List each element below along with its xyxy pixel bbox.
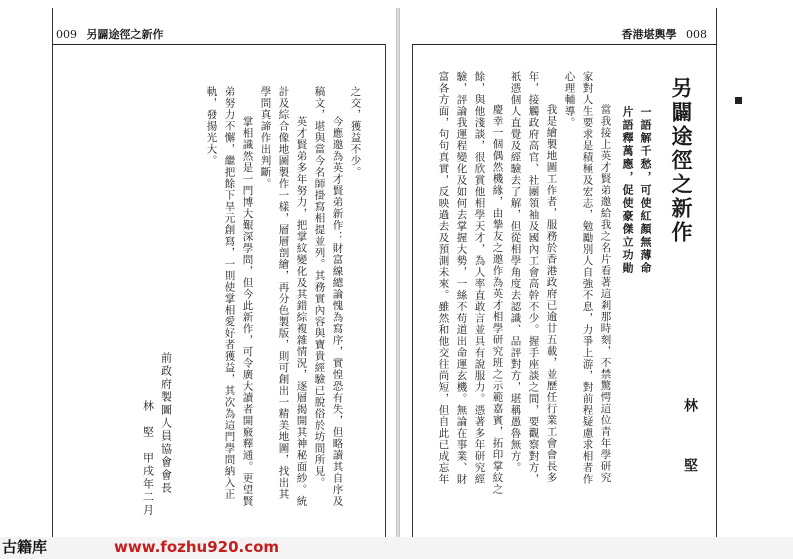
right-inner-line: [412, 44, 413, 538]
watermark-bar: [0, 537, 793, 559]
left-running-title: 另闢途徑之新作: [86, 28, 164, 41]
body-column: 心理輔導。: [563, 71, 576, 129]
signature-name-date: 林 堅 甲戌年二月: [141, 400, 155, 517]
body-column: 我是繪製地圖工作者，服務於香港政府已逾廿五載，並歷任行業工會會長多: [545, 104, 558, 484]
body-column: 計及綜合像地圖製作一樣，層層剖繪，再分色製版，則可創出一精美地圖，找出其: [277, 86, 290, 500]
body-column: 之交，獲益不少。: [349, 86, 362, 178]
seal-mark: [735, 97, 742, 104]
body-column: 家對人生要求是積極及宏志，勉勵別人自強不息，力爭上游，對前程疑慮求相者作: [581, 71, 594, 485]
subtitle-2: 片語釋萬應，促使豪傑立功勛: [621, 106, 634, 275]
body-column: 慶幸一個偶然機緣，由摯友之邀作為英才相學研究班之示範嘉賓，拓印掌紋之: [491, 104, 504, 495]
body-column: 學問真諦作出判斷。: [259, 86, 272, 190]
body-column: 餘，與他淺談，很欣賞他相學天才，為人率直敢言並具有說服力。憑著多年研究經: [473, 71, 486, 485]
body-column: 年，接觸政府高官、社團領袖及國內工會高幹不少。握手座談之間，要觀察對方，: [527, 71, 540, 485]
body-column: 弟努力不懈，繼把餘下旱元創寫，一則使掌相愛好者獲益，其次為這門學問納入正: [223, 86, 236, 500]
right-margin-line: [716, 8, 717, 538]
left-margin-line: [52, 8, 53, 538]
body-column: 英才賢弟多年努力，把掌紋變化及其錯綜複雜情況，逐層揭開其神秘面紗。統: [295, 116, 308, 507]
body-column: 驗，評論我運程變化及如何去掌握大勢，一絲不苟道出命運玄機。無論在事業、財: [455, 71, 468, 485]
right-page-header: [616, 26, 708, 42]
body-column: 祇憑個人直覺及經驗去了解，但從相學角度去認識、品評對方，堪稱愚魯無方。: [509, 71, 522, 474]
right-running-title: 香港堪輿學: [621, 28, 677, 41]
left-inner-line: [385, 44, 386, 538]
author-name: 林 堅: [682, 398, 698, 488]
left-page-header: [56, 26, 170, 42]
left-header-rule: [52, 44, 385, 45]
signature-organization: 前政府製圖人員協會會長: [159, 352, 173, 495]
right-page-number: 008: [686, 28, 707, 41]
book-spine: [396, 8, 400, 548]
right-header-rule: [412, 44, 717, 45]
watermark-url: www.fozhu920.com: [114, 538, 280, 556]
body-column: 富各方面，句句真實，反映過去及預測未來。雖然和他交往尚短，但自此已成忘年: [437, 71, 450, 485]
body-column: 當我接上英才賢弟邀給我之名片看著這剎那時刻，不禁驚愕這位青年學研究: [599, 104, 612, 484]
subtitle-1: 一語解千愁，可使紅顏無薄命: [639, 106, 652, 275]
body-column: 軌，發揚光大。: [205, 86, 218, 167]
body-column: 掌相識然是一門博大艱深學問，但今此新作，可令廣大讀者開竅釋通。更望賢: [241, 116, 254, 507]
left-page-number: 009: [56, 28, 77, 41]
article-title: 另闢途徑之新作: [669, 77, 694, 245]
watermark-logo: 古籍库: [2, 538, 48, 556]
body-column: 稿文，堪與當今名師掛寫相提並列。其務實內容與寶貴經驗已脫俗於坊間所見。: [313, 86, 326, 489]
body-column: 今應邀為英才賢弟新作：財富線總論愧為寫序，實惶恐有失，但略讀其自序及: [331, 116, 344, 507]
